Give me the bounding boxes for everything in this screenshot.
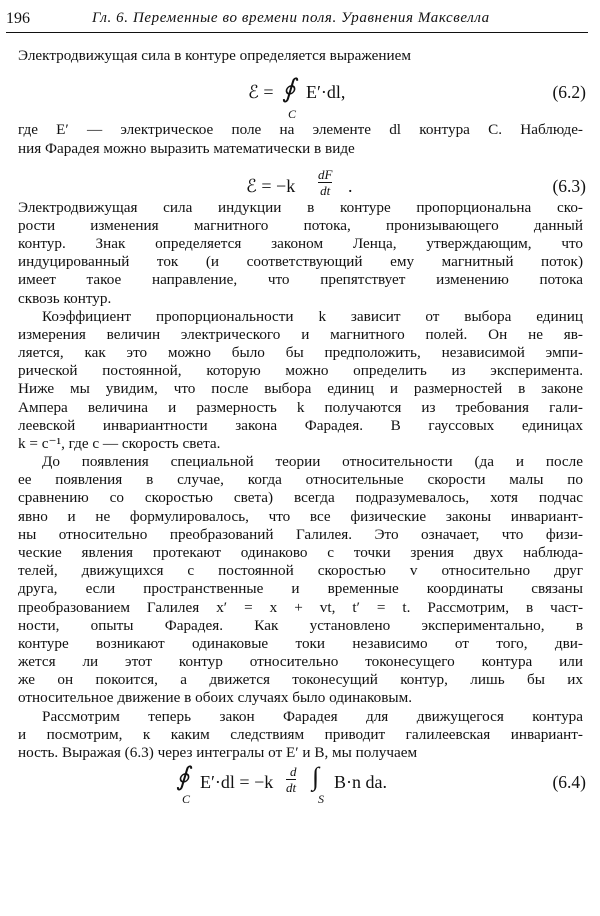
text-line: рости изменения магнитного потока, пронизывающего данный (18, 216, 583, 234)
integral-subscript: C (288, 106, 297, 121)
text-line: явно и не формулировалось, что все физические законы инвариант- (18, 507, 583, 525)
running-title: Гл. 6. Переменные во времени поля. Уравнения Максвелла (92, 10, 490, 26)
integral-subscript: S (318, 792, 324, 807)
eq-tail: . (348, 176, 353, 196)
text-line: Электродвижущая сила в контуре определяется выражением (18, 47, 411, 65)
equation-number: (6.4) (552, 772, 586, 793)
equation-6-4 (0, 762, 600, 807)
fraction-denominator: dt (318, 182, 332, 198)
text-line: До появления специальной теории относительности (да и после (42, 453, 583, 471)
contour-integral-sign: ∮ (282, 73, 296, 103)
eq-body: B·n da. (334, 772, 387, 793)
eq-body: E′·dl, (306, 81, 346, 102)
equation-number: (6.3) (552, 176, 586, 196)
equation-6-2 (0, 74, 600, 124)
text-line: же он покоится, а движется токонесущий контур, лишь бы их (18, 671, 583, 689)
text-line: сравнению со скоростью света) всегда подразумевалось, хотя подчас (18, 489, 583, 507)
text-line: леевской инвариантности закона Фарадея. В гауссовых единицах (18, 416, 583, 434)
running-header (6, 8, 588, 33)
fraction-numerator: dF (318, 167, 333, 182)
text-line: измерения величин электрического и магнитного полей. Он не яв- (18, 325, 583, 343)
text-line: рической постоянной, которую можно определить из эксперимента. (18, 362, 583, 380)
text-line: относительное движение в обоих случаях было одинаковым. (18, 689, 413, 707)
text-line: ности, опыты Фарадея. Как установлено экспериментально, в (18, 616, 583, 634)
text-line: Электродвижущая сила индукции в контуре пропорциональна ско- (18, 198, 583, 216)
text-line: контур. Знак определяется законом Ленца, утверждающим, что (18, 235, 583, 253)
text-line: ческие явления протекают одинаково с точки зрения двух наблюда- (18, 543, 583, 561)
text-line: Коэффициент пропорциональности k зависит от выбора единиц (42, 307, 583, 325)
text-line: где E′ — электрическое поле на элементе dl контура C. Наблюде- (18, 121, 583, 139)
text-line: друга, если пространственные и временные координаты связаны (18, 580, 583, 598)
text-line: ность. Выражая (6.3) через интегралы от E′ и B, мы получаем (18, 744, 418, 762)
equation-number: (6.2) (552, 81, 586, 102)
text-line: имеет такое направление, что препятствует изменению потока (18, 271, 583, 289)
text-line: Ниже мы увидим, что после выбора единиц и размерностей в законе (18, 380, 583, 398)
text-line: и посмотрим, к каким следствиям приводит галилеевская инвариант- (18, 726, 583, 744)
eq-lhs: ℰ = −k (246, 176, 296, 196)
surface-integral-sign: ∫ (312, 762, 320, 792)
text-line: k = c⁻¹, где c — скорость света. (18, 434, 221, 452)
text-line: ее появления в случае, когда относительные скорости малы по (18, 471, 583, 489)
text-line: телей, движущихся с постоянной скоростью v относительно друг (18, 562, 583, 580)
text-line: сквозь контур. (18, 289, 112, 307)
text-line: ния Фарадея можно выразить математически в виде (18, 139, 355, 157)
text-line: контуре возникают одинаковые токи независимо от того, дви- (18, 634, 583, 652)
text-line: ляется, как это можно было бы предположить, независимой эмпи- (18, 344, 583, 362)
contour-integral-sign: ∮ (176, 762, 190, 792)
integral-subscript: C (182, 792, 191, 807)
text-line: преобразованием Галилея x′ = x + vt, t′ = t. Рассмотрим, в част- (18, 598, 583, 616)
text-line: индуцированный ток (и соответствующий ему магнитный поток) (18, 253, 583, 271)
eq-lhs: ℰ = (248, 81, 274, 102)
page-number: 196 (6, 10, 30, 27)
fraction (318, 168, 332, 198)
text-line: ны относительно преобразований Галилея. Это означает, что физи- (18, 525, 583, 543)
fraction-numerator: d (290, 764, 297, 780)
text-line: Ампера величина и размерность k получаются из требования гали- (18, 398, 583, 416)
fraction-denominator: dt (286, 780, 297, 796)
text-line: жется ли этот контур относительно токонесущего контура или (18, 653, 583, 670)
eq-body: E′·dl = −k (200, 772, 274, 793)
text-line: Рассмотрим теперь закон Фарадея для движущегося контура (42, 708, 583, 726)
